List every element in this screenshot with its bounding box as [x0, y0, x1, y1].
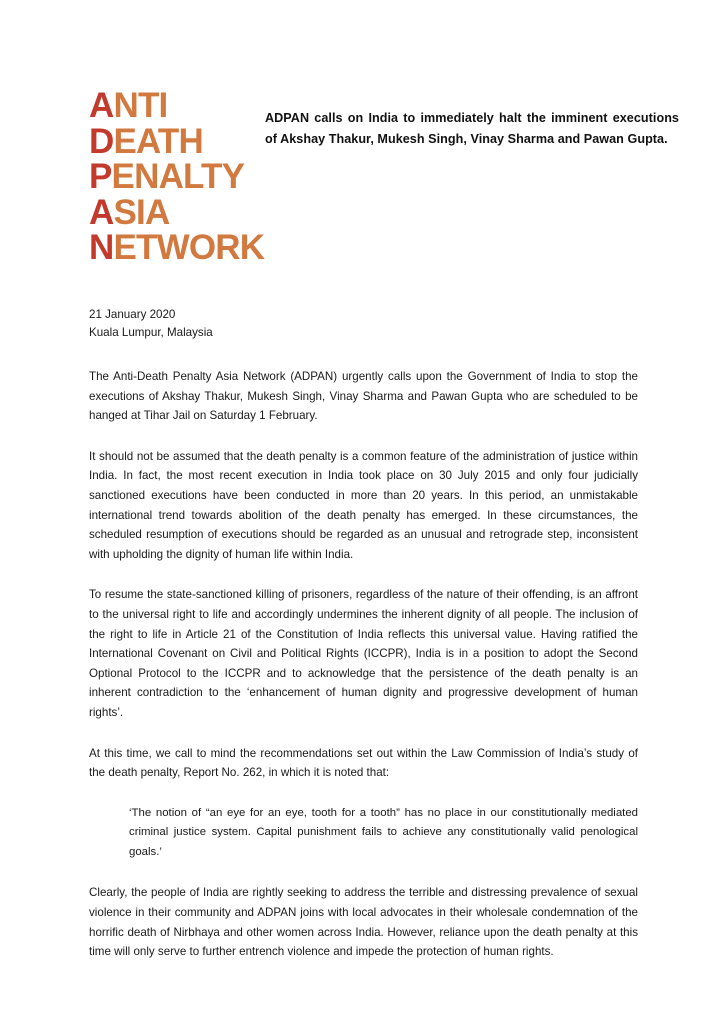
logo-row-penalty	[89, 157, 245, 196]
body-paragraph-closing: Clearly, the people of India are rightly seeking to address the terrible and distressing prevalence of sexual violence in their community and ADPAN joins with local advocates in their wholesale condemnation of the horrific death of Nirbhaya and other women across India. However, reliance upon the death penalty at this time will only serve to further entrench violence and impede the protection of human rights.	[89, 886, 638, 959]
body-paragraph-1: The Anti-Death Penalty Asia Network (ADPAN) urgently calls upon the Government of India to stop the executions of Akshay Thakur, Mukesh Singh, Vinay Sharma and Pawan Gupta who are scheduled to be hanged at Tihar Jail on Saturday 1 February.	[89, 370, 638, 423]
page-title: ADPAN calls on India to immediately halt the imminent executions of Akshay Thakur, Mukesh Singh, Vinay Sharma and Pawan Gupta.	[265, 111, 679, 146]
logo-lead-letter-n: N	[89, 228, 114, 267]
logo-row-anti	[89, 88, 239, 124]
dateline	[89, 306, 638, 341]
logo-lead-letter-a2: A	[89, 192, 114, 232]
dateline-date: 21 January 2020	[89, 308, 176, 321]
dateline-location: Kuala Lumpur, Malaysia	[89, 325, 213, 339]
document-body	[89, 306, 638, 962]
logo-rest-eath: EATH	[113, 121, 203, 161]
logo-rest-enalty: ENALTY	[111, 157, 245, 196]
logo-row-network	[89, 228, 265, 267]
logo-lead-letter-d: D	[89, 121, 114, 161]
body-paragraph-4: At this time, we call to mind the recommendations set out within the Law Commission of India’s study of the death penalty, Report No. 262, in which it is noted that:	[89, 746, 638, 780]
logo-row-asia	[89, 192, 239, 232]
adpan-logo	[89, 86, 265, 267]
logo-lead-letter-p: P	[89, 157, 112, 196]
logo-rest-nti: NTI	[113, 86, 168, 125]
body-paragraph-2: It should not be assumed that the death penalty is a common feature of the administration of justice within India. In fact, the most recent execution in India took place on 30 July 2015 and only four judicially sanctioned executions have been conducted in more than 20 years. In this period, an unmistakable international trend towards abolition of the death penalty has emerged. In these circumstances, the scheduled resumption of executions should be regarded as an unusual and retrograde step, inconsistent with upholding the dignity of human life within India.	[89, 449, 638, 561]
logo-rest-etwork: ETWORK	[113, 228, 265, 267]
logo-rest-sia: SIA	[113, 192, 170, 232]
logo-lead-letter-a1: A	[89, 86, 114, 125]
logo-row-death	[89, 121, 239, 161]
body-paragraph-3: To resume the state-sanctioned killing of prisoners, regardless of the nature of their offending, is an affront to the universal right to life and accordingly undermines the inherent dignity of all people. The inclusion of the right to life in Article 21 of the Constitution of India reflects this universal value. Having ratified the International Covenant on Civil and Political Rights (ICCPR), India is in a position to adopt the Second Optional Protocol to the ICCPR and to acknowledge that the persistence of the death penalty is an inherent contradiction to the ‘enhancement of human dignity and progressive development of human rights’.	[89, 588, 638, 719]
document-header	[0, 0, 724, 285]
block-quote: ‘The notion of “an eye for an eye, tooth for a tooth” has no place in our constitutionally mediated criminal justice system. Capital punishment fails to achieve any constitutionally valid penological goals.’	[129, 806, 638, 858]
